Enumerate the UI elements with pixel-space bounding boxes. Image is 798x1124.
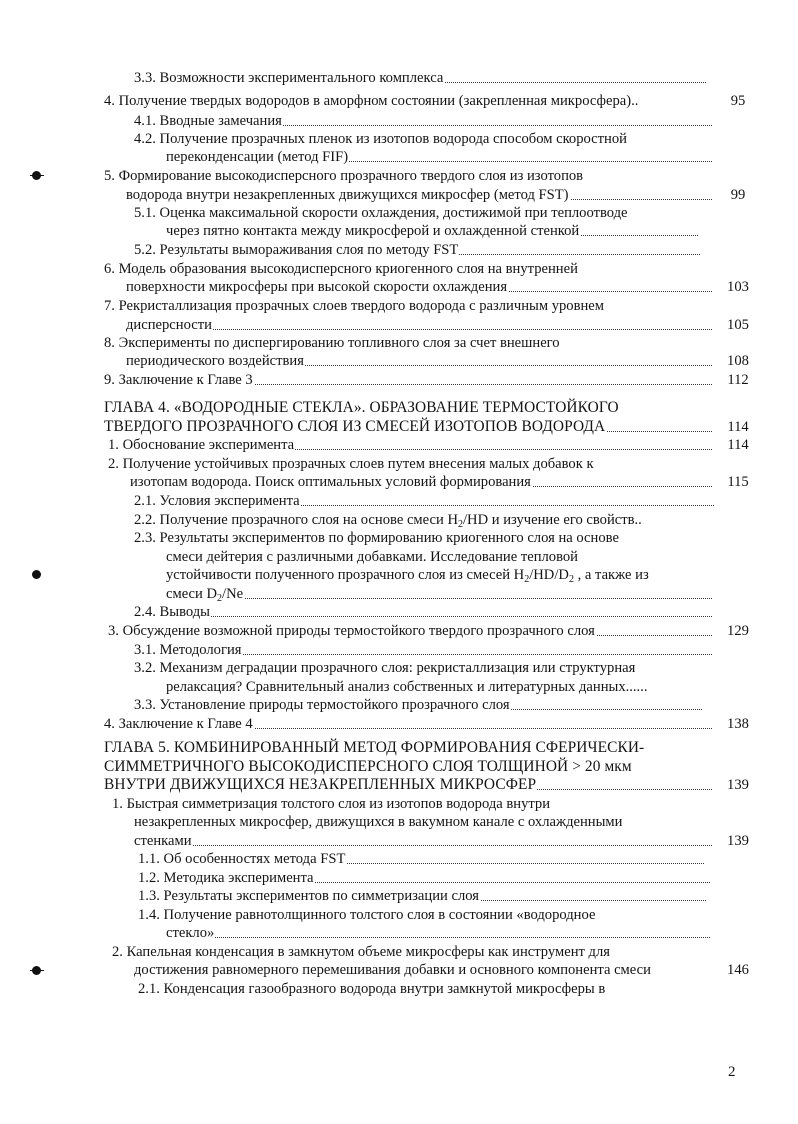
toc-page-number: 114 — [727, 419, 749, 435]
toc-page-number: 138 — [727, 716, 749, 732]
toc-entry-1-4[interactable]: 1.4. Получение равнотолщинного толстого слоя в состоянии «водородное — [138, 907, 596, 923]
toc-entry-3-2-cont[interactable]: релаксация? Сравнительный анализ собственных и литературных данных...... — [166, 679, 648, 695]
toc-entry-4-s3[interactable]: 3. Обсуждение возможной природы термостойкого твердого прозрачного слоя — [108, 621, 712, 641]
toc-entry-4-2-cont[interactable]: переконденсации (метод FIF) — [166, 147, 712, 167]
toc-page-number: 105 — [727, 317, 749, 333]
toc-entry-1-1[interactable]: 1.1. Об особенностях метода FST — [138, 849, 704, 869]
toc-entry-5[interactable]: 5. Формирование высокодисперсного прозрачного твердого слоя из изотопов — [104, 168, 584, 184]
toc-entry-5-1[interactable]: 5.1. Оценка максимальной скорости охлаждения, достижимой при теплоотводе — [134, 205, 628, 221]
toc-page-number: 139 — [727, 833, 749, 849]
toc-page-number: 99 — [730, 187, 746, 203]
toc-entry-4-s2-cont[interactable]: изотопам водорода. Поиск оптимальных условий формирования — [130, 472, 712, 492]
toc-page-number: 129 — [727, 623, 749, 639]
chapter-5-heading-cont[interactable]: СИММЕТРИЧНОГО ВЫСОКОДИСПЕРСНОГО СЛОЯ ТОЛЩИНОЙ > 20 мкм — [104, 758, 632, 775]
toc-entry-4-2[interactable]: 4.2. Получение прозрачных пленок из изотопов водорода способом скоростной — [134, 131, 627, 147]
toc-entry-3-3b[interactable]: 3.3. Установление природы термостойкого прозрачного слоя — [134, 695, 702, 715]
toc-entry-7-cont[interactable]: дисперсности — [126, 315, 712, 335]
toc-entry-2-3-cont[interactable]: смеси дейтерия с различными добавками. Исследование тепловой — [166, 549, 578, 565]
page-number: 2 — [728, 1064, 736, 1080]
toc-entry-2-3-cont2[interactable]: устойчивости полученного прозрачного слоя из смесей $H_2/HD/D_2$ , а также из — [166, 567, 649, 585]
binding-hole-mark — [32, 966, 42, 976]
toc-entry-5-2[interactable]: 5.2. Результаты вымораживания слоя по методу FST — [134, 240, 700, 260]
toc-entry-8[interactable]: 8. Эксперименты по диспергированию топливного слоя за счет внешнего — [104, 335, 560, 351]
toc-entry-4-s1[interactable]: 1. Обоснование эксперимента — [108, 435, 712, 455]
toc-entry-5-s1-cont2[interactable]: стенками — [134, 831, 712, 851]
toc-entry-3-1[interactable]: 3.1. Методология — [134, 640, 712, 660]
toc-entry-4-s4[interactable]: 4. Заключение к Главе 4 — [104, 714, 712, 734]
toc-entry-1-3[interactable]: 1.3. Результаты экспериментов по симметризации слоя — [138, 886, 706, 906]
toc-entry-2-1[interactable]: 2.1. Условия эксперимента — [134, 491, 714, 511]
toc-entry-8-cont[interactable]: периодического воздействия — [126, 351, 712, 371]
toc-entry-3-3[interactable]: 3.3. Возможности экспериментального комплекса — [134, 68, 706, 88]
toc-entry-2-3[interactable]: 2.3. Результаты экспериментов по формированию криогенного слоя на основе — [134, 530, 619, 546]
toc-entry-5-s2-cont[interactable]: достижения равномерного перемешивания добавки и основного компонента смеси — [134, 962, 651, 978]
toc-entry-2-2[interactable]: 2.2. Получение прозрачного слоя на основе смеси $H_2/HD$ и изучение его свойств.. — [134, 512, 642, 530]
toc-entry-4[interactable]: 4. Получение твердых водородов в аморфном состоянии (закрепленная микросфера).. — [104, 93, 639, 109]
toc-entry-6[interactable]: 6. Модель образования высокодисперсного криогенного слоя на внутренней — [104, 261, 578, 277]
toc-entry-6-cont[interactable]: поверхности микросферы при высокой скорости охлаждения — [126, 277, 712, 297]
toc-entry-2-4[interactable]: 2.4. Выводы — [134, 602, 712, 622]
toc-entry-4-1[interactable]: 4.1. Вводные замечания — [134, 111, 712, 131]
chapter-5-heading[interactable]: ГЛАВА 5. КОМБИНИРОВАННЫЙ МЕТОД ФОРМИРОВАНИЯ СФЕРИЧЕСКИ- — [104, 739, 645, 756]
toc-entry-5-s1[interactable]: 1. Быстрая симметризация толстого слоя из изотопов водорода внутри — [112, 796, 551, 812]
toc-page-number: 114 — [727, 437, 749, 453]
toc-entry-1-4-cont[interactable]: стекло» — [166, 923, 710, 943]
toc-page-number: 112 — [727, 372, 749, 388]
toc-page-number: 108 — [727, 353, 749, 369]
toc-entry-4-s2[interactable]: 2. Получение устойчивых прозрачных слоев путем внесения малых добавок к — [108, 456, 594, 472]
toc-entry-9[interactable]: 9. Заключение к Главе 3 — [104, 370, 712, 390]
toc-entry-2-1b[interactable]: 2.1. Конденсация газообразного водорода внутри замкнутой микросферы в — [138, 981, 606, 997]
toc-entry-5-cont[interactable]: водорода внутри незакрепленных движущихся микросфер (метод FST) — [126, 185, 712, 205]
toc-page-number: 146 — [727, 962, 749, 978]
toc-entry-5-s2[interactable]: 2. Капельная конденсация в замкнутом объеме микросферы как инструмент для — [112, 944, 610, 960]
chapter-4-heading[interactable]: ГЛАВА 4. «ВОДОРОДНЫЕ СТЕКЛА». ОБРАЗОВАНИЕ ТЕРМОСТОЙКОГО — [104, 399, 619, 416]
toc-entry-5-s1-cont[interactable]: незакрепленных микросфер, движущихся в вакумном канале с охлажденными — [134, 814, 623, 830]
toc-entry-5-1-cont[interactable]: через пятно контакта между микросферой и охлажденной стенкой — [166, 221, 698, 241]
binding-hole-mark — [32, 171, 42, 181]
toc-entry-3-2[interactable]: 3.2. Механизм деградации прозрачного слоя: рекристаллизация или структурная — [134, 660, 636, 676]
binding-hole-mark — [32, 570, 42, 580]
toc-entry-2-3-cont3[interactable]: смеси $D_2/Ne$ — [166, 584, 712, 604]
toc-page-number: 95 — [730, 93, 746, 109]
chapter-5-heading-cont2[interactable]: ВНУТРИ ДВИЖУЩИХСЯ НЕЗАКРЕПЛЕННЫХ МИКРОСФЕР — [104, 775, 712, 795]
toc-page-number: 139 — [727, 777, 749, 793]
toc-entry-7[interactable]: 7. Рекристаллизация прозрачных слоев твердого водорода с различным уровнем — [104, 298, 605, 314]
toc-page-number: 115 — [727, 474, 749, 490]
chapter-4-heading-cont[interactable]: ТВЕРДОГО ПРОЗРАЧНОГО СЛОЯ ИЗ СМЕСЕЙ ИЗОТОПОВ ВОДОРОДА — [104, 417, 712, 437]
toc-page-number: 103 — [727, 279, 749, 295]
toc-entry-1-2[interactable]: 1.2. Методика эксперимента — [138, 868, 710, 888]
